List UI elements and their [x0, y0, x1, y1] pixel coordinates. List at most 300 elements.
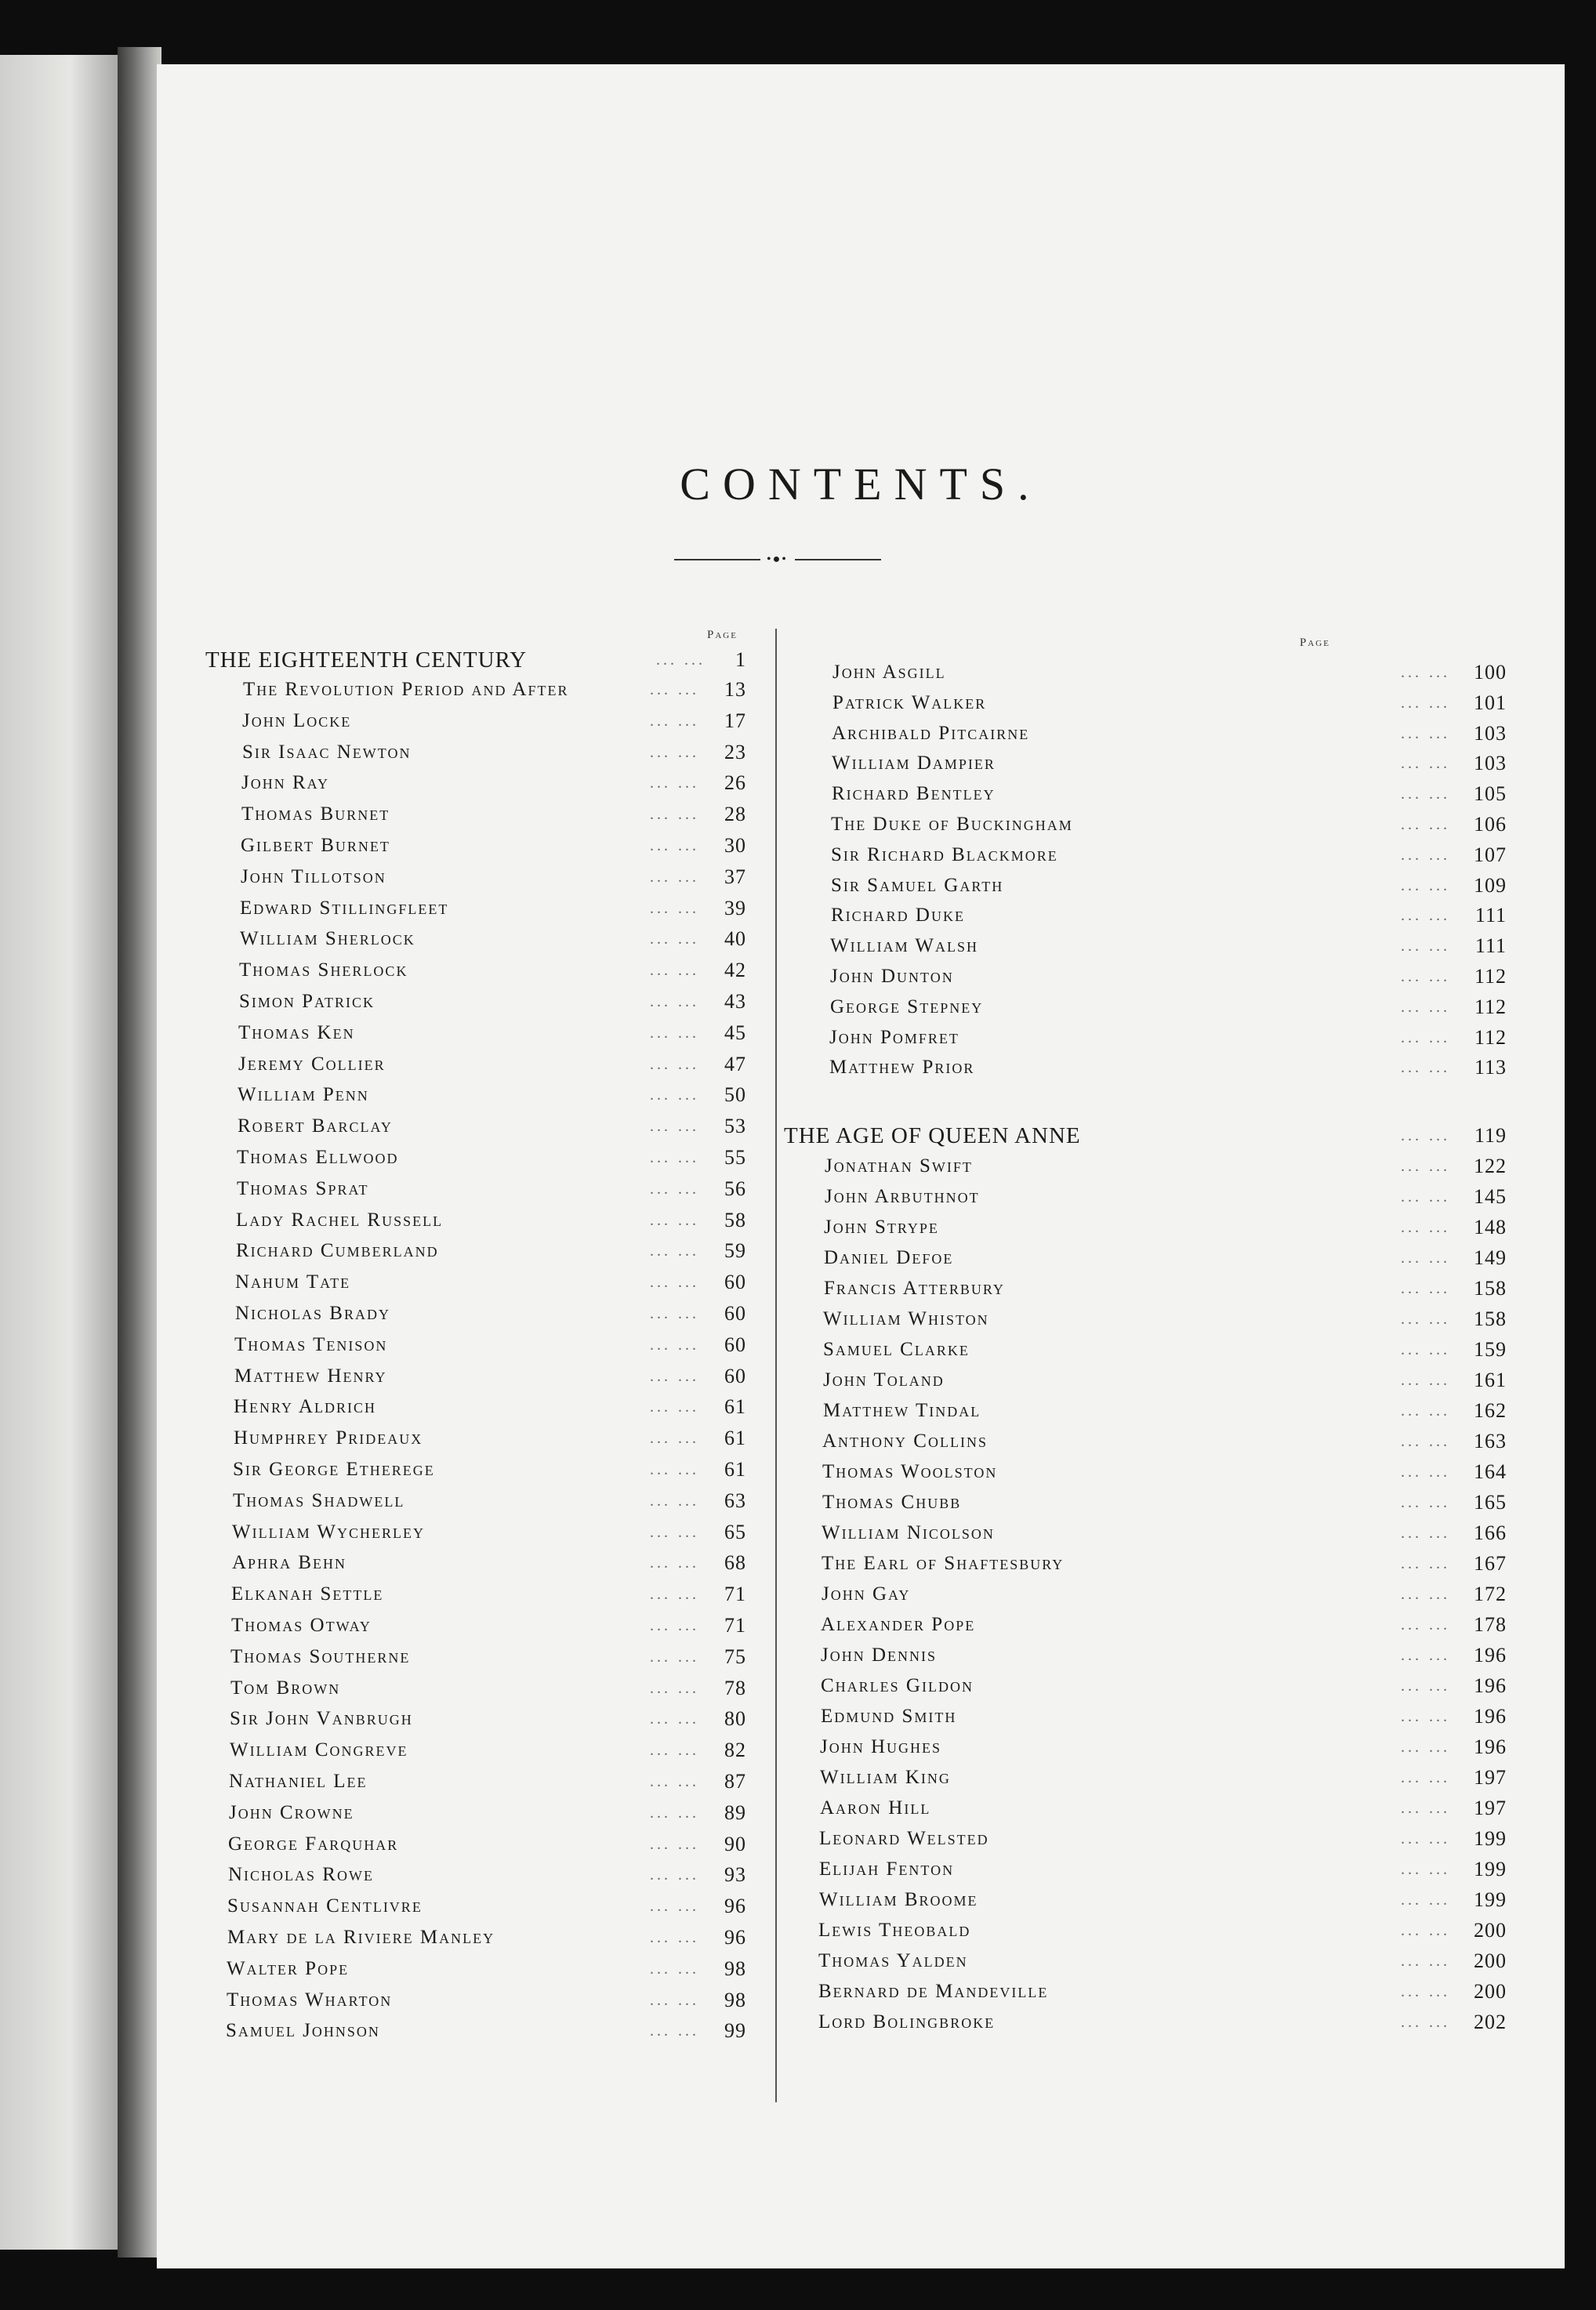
toc-entry — [241, 767, 746, 799]
toc-entry — [239, 955, 746, 986]
entry-page-number: 112 — [1474, 995, 1507, 1018]
entry-page-number: 45 — [724, 1021, 746, 1044]
toc-entry — [822, 1456, 1507, 1488]
leader-dots: ... ... — [650, 1149, 699, 1166]
toc-entry — [821, 1609, 1507, 1641]
leader-dots: ... ... — [650, 1024, 699, 1042]
entry-page-number: 93 — [724, 1863, 746, 1887]
leader-dots: ... ... — [650, 1118, 699, 1136]
toc-entry — [226, 2015, 746, 2047]
entry-name: Francis Atterbury — [824, 1278, 1005, 1299]
leader-dots: ... ... — [1401, 694, 1450, 712]
entry-page-number: 101 — [1474, 691, 1507, 714]
toc-entry — [823, 1395, 1507, 1427]
toc-entry — [230, 1735, 746, 1766]
entry-name: William Broome — [819, 1889, 978, 1910]
leader-dots: ... ... — [650, 1554, 699, 1572]
entry-name: The Earl of Shaftesbury — [822, 1553, 1065, 1574]
entry-name: Jeremy Collier — [238, 1053, 386, 1075]
entry-page-number: 199 — [1474, 1858, 1507, 1880]
toc-entry — [241, 861, 746, 893]
entry-name: Leonard Welsted — [819, 1828, 989, 1849]
entry-page-number: 28 — [724, 803, 746, 826]
leader-dots: ... ... — [650, 1430, 699, 1448]
leader-dots: ... ... — [1401, 1463, 1450, 1481]
toc-entry — [819, 1823, 1507, 1855]
entry-name: Thomas Shadwell — [233, 1489, 405, 1511]
toc-entry — [831, 870, 1507, 901]
toc-entry — [825, 1181, 1507, 1213]
entry-name: Thomas Ellwood — [237, 1147, 399, 1168]
leader-dots: ... ... — [1401, 846, 1450, 864]
toc-entry — [823, 1334, 1507, 1365]
leader-dots: ... ... — [650, 1648, 699, 1666]
leader-dots: ... ... — [650, 1086, 699, 1104]
toc-entry — [820, 1762, 1507, 1793]
leader-dots: ... ... — [650, 1679, 699, 1697]
entry-name: Nahum Tate — [235, 1271, 351, 1293]
toc-entry — [230, 1703, 746, 1735]
entry-name: John Arbuthnot — [825, 1186, 980, 1207]
toc-entry — [832, 778, 1507, 810]
entry-name: William King — [820, 1767, 951, 1788]
entry-name: Elijah Fenton — [819, 1859, 955, 1880]
toc-entry — [820, 1793, 1507, 1824]
leader-dots: ... ... — [1401, 1555, 1450, 1572]
toc-entry — [234, 1423, 746, 1454]
leader-dots: ... ... — [656, 651, 706, 669]
leader-dots: ... ... — [650, 1835, 699, 1853]
toc-entry — [821, 1670, 1507, 1702]
entry-name: Nicholas Brady — [235, 1303, 390, 1324]
toc-entry — [238, 1049, 746, 1080]
entry-name: Tom Brown — [230, 1677, 341, 1699]
entry-page-number: 159 — [1474, 1338, 1507, 1361]
toc-entry — [228, 1859, 746, 1891]
entry-name: Alexander Pope — [821, 1614, 976, 1635]
toc-entry — [240, 923, 746, 955]
leader-dots: ... ... — [1401, 1830, 1450, 1848]
entry-page-number: 158 — [1474, 1307, 1507, 1330]
entry-name: George Stepney — [830, 995, 984, 1017]
leader-dots: ... ... — [650, 1523, 699, 1541]
entry-name: Henry Aldrich — [234, 1396, 376, 1418]
entry-name: Thomas Woolston — [822, 1461, 998, 1482]
toc-entry — [242, 705, 746, 737]
entry-page-number: 1 — [735, 648, 746, 671]
toc-entry — [819, 1884, 1507, 1916]
toc-entry — [237, 1142, 746, 1173]
entry-name: William Sherlock — [240, 928, 415, 950]
toc-entry — [232, 1517, 746, 1548]
toc-entry — [241, 830, 746, 861]
entry-name: Sir Richard Blackmore — [831, 843, 1058, 865]
entry-page-number: 112 — [1474, 1025, 1507, 1049]
toc-entry — [228, 1829, 746, 1860]
leader-dots: ... ... — [1401, 816, 1450, 833]
leader-dots: ... ... — [1401, 785, 1450, 803]
entry-name: Nathaniel Lee — [229, 1771, 368, 1792]
leader-dots: ... ... — [1401, 1525, 1450, 1542]
leader-dots: ... ... — [650, 774, 699, 792]
entry-page-number: 202 — [1474, 2011, 1507, 2033]
entry-name: John Dennis — [821, 1645, 938, 1666]
entry-name: George Farquhar — [228, 1833, 399, 1855]
leader-dots: ... ... — [650, 1461, 699, 1478]
entry-page-number: 98 — [724, 1988, 746, 2011]
entry-page-number: 26 — [724, 771, 746, 795]
leader-dots: ... ... — [1401, 664, 1450, 681]
leader-dots: ... ... — [1401, 1586, 1450, 1603]
entry-page-number: 103 — [1474, 752, 1507, 775]
leader-dots: ... ... — [1401, 907, 1450, 925]
entry-page-number: 87 — [724, 1770, 746, 1793]
toc-entry — [829, 1022, 1507, 1053]
entry-page-number: 199 — [1474, 1827, 1507, 1850]
entry-page-number: 59 — [724, 1239, 746, 1263]
toc-entry — [237, 1173, 746, 1205]
entry-page-number: 23 — [724, 740, 746, 763]
section-heading — [784, 1119, 1507, 1153]
leader-dots: ... ... — [650, 1242, 699, 1260]
entry-name: Robert Barclay — [238, 1115, 393, 1137]
entry-page-number: 61 — [724, 1458, 746, 1481]
entry-page-number: 37 — [724, 865, 746, 888]
toc-entry — [832, 718, 1507, 749]
title-ornament — [674, 554, 881, 565]
toc-entry — [830, 930, 1507, 962]
entry-name: Richard Cumberland — [236, 1240, 439, 1262]
toc-entry — [242, 737, 746, 768]
toc-entry — [830, 961, 1507, 992]
section-heading — [205, 643, 746, 677]
entry-page-number: 47 — [724, 1052, 746, 1075]
leader-dots: ... ... — [650, 1055, 699, 1073]
toc-entry — [235, 1267, 746, 1298]
entry-name: Susannah Centlivre — [227, 1895, 423, 1917]
entry-page-number: 196 — [1474, 1644, 1507, 1666]
toc-entry — [823, 1365, 1507, 1396]
toc-entry — [230, 1641, 746, 1673]
leader-dots: ... ... — [650, 899, 699, 917]
entry-page-number: 162 — [1474, 1399, 1507, 1422]
entry-page-number: 122 — [1474, 1155, 1507, 1177]
entry-name: Nicholas Rowe — [228, 1864, 374, 1886]
leader-dots: ... ... — [650, 1274, 699, 1292]
entry-page-number: 167 — [1474, 1552, 1507, 1575]
entry-page-number: 113 — [1474, 1056, 1507, 1079]
leader-dots: ... ... — [650, 868, 699, 886]
leader-dots: ... ... — [1401, 1341, 1450, 1358]
entry-page-number: 71 — [724, 1614, 746, 1637]
entry-name: John Tillotson — [241, 865, 386, 887]
leader-dots: ... ... — [1401, 2014, 1450, 2031]
leader-dots: ... ... — [1401, 1861, 1450, 1878]
entry-name: The Revolution Period and After — [243, 679, 569, 700]
leader-dots: ... ... — [650, 1773, 699, 1790]
leader-dots: ... ... — [650, 1710, 699, 1728]
entry-page-number: 148 — [1474, 1216, 1507, 1238]
toc-entry — [825, 1151, 1507, 1182]
entry-name: Humphrey Prideaux — [234, 1427, 423, 1449]
toc-entry — [830, 992, 1507, 1023]
entry-page-number: 75 — [724, 1645, 746, 1668]
entry-name: Sir Samuel Garth — [831, 874, 1004, 896]
entry-page-number: 71 — [724, 1583, 746, 1606]
leader-dots: ... ... — [1401, 1433, 1450, 1450]
leader-dots: ... ... — [1401, 1127, 1450, 1144]
entry-page-number: 61 — [724, 1395, 746, 1419]
toc-entry — [231, 1610, 746, 1641]
leader-dots: ... ... — [650, 962, 699, 980]
entry-page-number: 50 — [724, 1083, 746, 1107]
entry-name: Matthew Henry — [234, 1365, 387, 1387]
book-binding — [118, 47, 161, 2257]
entry-page-number: 65 — [724, 1520, 746, 1543]
leader-dots: ... ... — [1401, 998, 1450, 1016]
entry-page-number: 145 — [1474, 1185, 1507, 1208]
toc-entry — [234, 1391, 746, 1423]
entry-page-number: 39 — [724, 896, 746, 919]
toc-entry — [231, 1579, 746, 1610]
entry-page-number: 200 — [1474, 1949, 1507, 1972]
entry-name: Lewis Theobald — [818, 1920, 971, 1941]
toc-entry — [819, 1854, 1507, 1885]
leader-dots: ... ... — [650, 1398, 699, 1416]
entry-name: Lady Rachel Russell — [236, 1209, 444, 1231]
right-page-label: Page — [1300, 636, 1330, 649]
toc-entry — [227, 1985, 746, 2016]
toc-entry — [227, 1953, 746, 1985]
toc-entry — [233, 1454, 746, 1485]
toc-entry — [822, 1548, 1507, 1579]
toc-entry — [821, 1640, 1507, 1671]
entry-page-number: 98 — [724, 1956, 746, 1980]
entry-name: Sir George Etherege — [233, 1459, 435, 1480]
entry-page-number: 42 — [724, 959, 746, 982]
leader-dots: ... ... — [1401, 1028, 1450, 1046]
entry-page-number: 82 — [724, 1739, 746, 1762]
entry-page-number: 55 — [724, 1146, 746, 1169]
entry-name: Edmund Smith — [821, 1706, 957, 1727]
toc-entry — [239, 986, 746, 1017]
toc-entry — [227, 1891, 746, 1922]
leader-dots: ... ... — [1401, 1708, 1450, 1725]
toc-entry — [829, 1052, 1507, 1083]
leader-dots: ... ... — [1401, 968, 1450, 985]
entry-page-number: 158 — [1474, 1277, 1507, 1300]
toc-entry — [824, 1242, 1507, 1274]
toc-entry — [238, 1111, 746, 1142]
entry-name: Lord Bolingbroke — [818, 2011, 996, 2033]
toc-entry — [818, 1976, 1507, 2007]
entry-name: Samuel Clarke — [823, 1339, 970, 1360]
entry-page-number: 63 — [724, 1489, 746, 1512]
entry-page-number: 196 — [1474, 1674, 1507, 1697]
entry-name: John Gay — [822, 1583, 911, 1605]
entry-name: Mary de la Riviere Manley — [227, 1927, 495, 1948]
toc-entry — [832, 657, 1507, 688]
entry-page-number: 96 — [724, 1895, 746, 1918]
entry-page-number: 164 — [1474, 1460, 1507, 1483]
toc-entry — [832, 748, 1507, 779]
entry-page-number: 60 — [724, 1333, 746, 1356]
entry-page-number: 161 — [1474, 1369, 1507, 1391]
toc-entry — [233, 1485, 746, 1517]
leader-dots: ... ... — [1401, 755, 1450, 773]
section-title: THE AGE OF QUEEN ANNE — [784, 1123, 1081, 1148]
leader-dots: ... ... — [1401, 724, 1450, 742]
entry-name: Matthew Tindal — [823, 1400, 981, 1421]
entry-name: Edward Stillingfleet — [240, 897, 449, 919]
entry-page-number: 149 — [1474, 1246, 1507, 1269]
entry-name: Thomas Sprat — [237, 1177, 369, 1199]
entry-page-number: 166 — [1474, 1521, 1507, 1544]
column-divider — [775, 629, 777, 2102]
entry-page-number: 78 — [724, 1676, 746, 1699]
toc-entry — [824, 1273, 1507, 1304]
entry-page-number: 103 — [1474, 721, 1507, 745]
entry-name: Patrick Walker — [832, 691, 987, 713]
entry-page-number: 200 — [1474, 1919, 1507, 1942]
toc-entry — [235, 1298, 746, 1329]
leader-dots: ... ... — [650, 1336, 699, 1354]
entry-name: William Nicolson — [822, 1522, 995, 1543]
entry-name: Matthew Prior — [829, 1057, 975, 1079]
entry-name: Gilbert Burnet — [241, 835, 390, 856]
toc-entry — [822, 1426, 1507, 1457]
entry-name: John Locke — [242, 709, 352, 731]
leader-dots: ... ... — [1401, 1249, 1450, 1267]
leader-dots: ... ... — [1401, 1953, 1450, 1970]
entry-page-number: 56 — [724, 1177, 746, 1200]
toc-entry — [822, 1487, 1507, 1518]
entry-page-number: 105 — [1474, 782, 1507, 806]
entry-page-number: 111 — [1474, 904, 1507, 927]
leader-dots: ... ... — [650, 1492, 699, 1510]
leader-dots: ... ... — [1401, 1494, 1450, 1511]
leader-dots: ... ... — [1401, 876, 1450, 894]
toc-entry — [234, 1361, 746, 1392]
entry-name: Bernard de Mandeville — [818, 1981, 1049, 2002]
entry-name: Thomas Burnet — [241, 803, 390, 825]
entry-name: John Dunton — [830, 966, 954, 987]
entry-name: Samuel Johnson — [226, 2020, 380, 2042]
leader-dots: ... ... — [1401, 1647, 1450, 1664]
leader-dots: ... ... — [1401, 1616, 1450, 1634]
entry-page-number: 89 — [724, 1800, 746, 1824]
entry-page-number: 165 — [1474, 1491, 1507, 1514]
entry-name: The Duke of Buckingham — [831, 814, 1073, 835]
leader-dots: ... ... — [650, 1180, 699, 1198]
leader-dots: ... ... — [1401, 1188, 1450, 1206]
entry-page-number: 17 — [724, 709, 746, 732]
toc-entry — [227, 1922, 746, 1953]
entry-name: Thomas Ken — [238, 1021, 355, 1043]
entry-name: John Strype — [824, 1217, 939, 1238]
leader-dots: ... ... — [1401, 1280, 1450, 1297]
entry-name: William Walsh — [830, 935, 978, 957]
entry-name: John Ray — [241, 772, 329, 794]
entry-name: Thomas Chubb — [822, 1492, 962, 1513]
entry-page-number: 90 — [724, 1832, 746, 1855]
leader-dots: ... ... — [1401, 1402, 1450, 1420]
entry-page-number: 60 — [724, 1302, 746, 1325]
entry-name: Walter Pope — [227, 1957, 350, 1979]
leader-dots: ... ... — [1401, 1922, 1450, 1939]
entry-page-number: 112 — [1474, 965, 1507, 988]
toc-entry — [831, 900, 1507, 931]
leader-dots: ... ... — [650, 681, 699, 698]
entry-name: John Asgill — [832, 662, 946, 683]
entry-page-number: 58 — [724, 1208, 746, 1231]
toc-entry — [822, 1579, 1507, 1610]
leader-dots: ... ... — [650, 1991, 699, 2009]
leader-dots: ... ... — [650, 1617, 699, 1634]
entry-name: Thomas Wharton — [227, 1989, 393, 2011]
entry-name: Thomas Sherlock — [239, 959, 408, 981]
entry-page-number: 106 — [1474, 813, 1507, 836]
leader-dots: ... ... — [1401, 1739, 1450, 1756]
entry-name: Richard Duke — [831, 905, 965, 927]
leader-dots: ... ... — [1401, 1769, 1450, 1786]
leader-dots: ... ... — [650, 1305, 699, 1322]
toc-entry — [824, 1212, 1507, 1243]
toc-entry — [832, 687, 1507, 719]
entry-page-number: 43 — [724, 990, 746, 1013]
entry-name: Daniel Defoe — [824, 1247, 954, 1268]
leader-dots: ... ... — [1401, 1372, 1450, 1389]
leader-dots: ... ... — [650, 1898, 699, 1916]
toc-entry — [229, 1797, 746, 1829]
toc-entry — [230, 1673, 746, 1704]
entry-name: Thomas Southerne — [230, 1645, 411, 1667]
entry-page-number: 200 — [1474, 1980, 1507, 2003]
left-page-label: Page — [707, 629, 738, 641]
leader-dots: ... ... — [650, 806, 699, 824]
leader-dots: ... ... — [1401, 937, 1450, 956]
entry-name: Aphra Behn — [232, 1552, 346, 1574]
leader-dots: ... ... — [1401, 1158, 1450, 1175]
ornament-rule-right — [795, 559, 881, 560]
entry-page-number: 53 — [724, 1115, 746, 1138]
entry-name: John Crowne — [229, 1801, 354, 1823]
toc-entry — [232, 1547, 746, 1579]
entry-page-number: 196 — [1474, 1735, 1507, 1758]
leader-dots: ... ... — [650, 743, 699, 761]
ornament-center: •●• — [767, 553, 788, 566]
toc-entry — [820, 1732, 1507, 1763]
toc-entry — [241, 799, 746, 830]
entry-name: John Hughes — [820, 1736, 942, 1757]
leader-dots: ... ... — [650, 930, 699, 948]
leader-dots: ... ... — [650, 1586, 699, 1604]
page-title: CONTENTS. — [680, 459, 1042, 510]
entry-page-number: 80 — [724, 1707, 746, 1731]
toc-entry — [818, 2007, 1507, 2038]
toc-entry — [818, 1946, 1507, 1977]
entry-page-number: 178 — [1474, 1613, 1507, 1636]
entry-name: Archibald Pitcairne — [832, 722, 1030, 744]
section-title: THE EIGHTEENTH CENTURY — [205, 647, 528, 673]
entry-name: Thomas Yalden — [818, 1950, 968, 1971]
leader-dots: ... ... — [1401, 1800, 1450, 1817]
leader-dots: ... ... — [1401, 1677, 1450, 1695]
entry-name: John Pomfret — [829, 1026, 959, 1048]
entry-name: Charles Gildon — [821, 1675, 974, 1696]
leader-dots: ... ... — [650, 2022, 699, 2040]
entry-name: Thomas Otway — [231, 1615, 372, 1636]
